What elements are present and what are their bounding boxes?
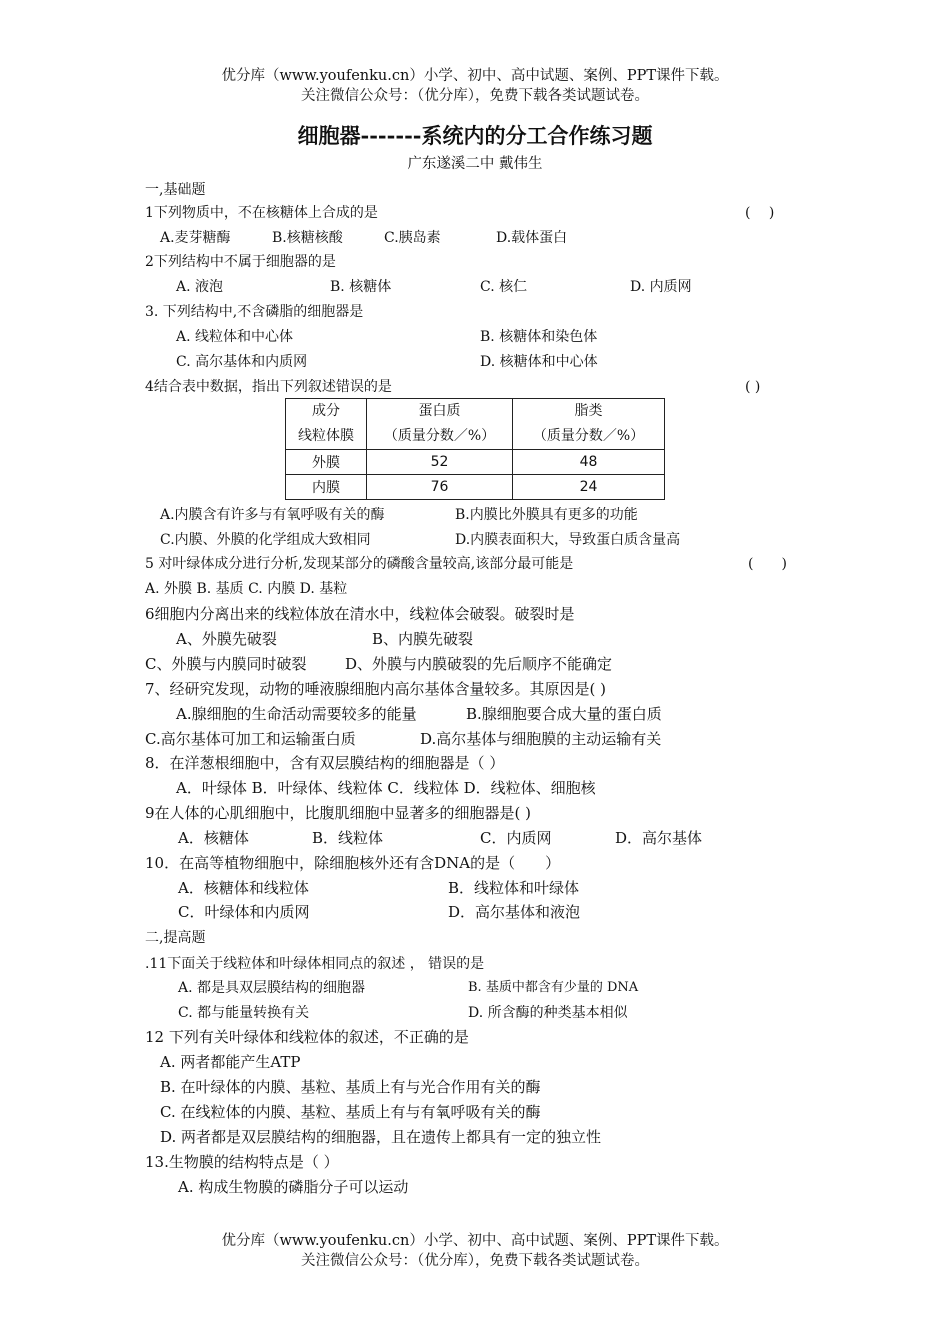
q12-option-a: A. 两者都能产生ATP [160,1053,301,1071]
q1-answer-paren: ( ) [745,205,775,221]
q4-option-c: C.内膜、外膜的化学组成大致相同 [160,532,371,548]
q2-option-c: C. 核仁 [480,279,528,295]
table-header-lipid-unit: （质量分数／%） [532,428,645,444]
q11-option-d: D. 所含酶的种类基本相似 [468,1005,628,1021]
author-line: 广东遂溪二中 戴伟生 [407,156,543,172]
q7-option-d: D.高尔基体与细胞膜的主动运输有关 [420,730,662,748]
site-header-line1: 优分库（www.youfenku.cn）小学、初中、高中试题、案例、PPT课件下载。 [221,68,729,84]
q9-option-a: A．核糖体 [178,829,249,847]
table-cell-lipid: 24 [513,475,665,500]
q10-option-d: D．高尔基体和液泡 [448,903,581,921]
q3-option-c: C. 高尔基体和内质网 [176,354,308,370]
q2-option-d: D. 内质网 [630,279,692,295]
table-header-membrane: 线粒体膜 [298,428,354,444]
q5-answer-paren: ( ) [748,556,787,572]
q4-answer-paren: ( ) [745,379,761,395]
q11-stem: .11下面关于线粒体和叶绿体相同点的叙述 ， 错误的是 [145,956,485,972]
section-basic-heading: 一,基础题 [145,182,206,198]
q3-option-a: A. 线粒体和中心体 [176,329,294,345]
membrane-composition-table [285,398,665,500]
table-cell-name: 外膜 [286,450,367,475]
q6-option-b: B、内膜先破裂 [372,630,474,648]
q2-option-a: A. 液泡 [176,279,224,295]
q11-option-a: A. 都是具双层膜结构的细胞器 [178,980,366,996]
q9-option-b: B．线粒体 [312,829,384,847]
q6-stem: 6细胞内分离出来的线粒体放在清水中，线粒体会破裂。破裂时是 [145,605,575,623]
q10-option-b: B．线粒体和叶绿体 [448,879,580,897]
q7-option-b: B.腺细胞要合成大量的蛋白质 [466,705,662,723]
table-header-protein-unit: （质量分数／%） [383,428,496,444]
q12-option-c: C. 在线粒体的内膜、基粒、基质上有与有氧呼吸有关的酶 [160,1103,541,1121]
table-header-lipid-label: 脂类 [574,403,603,419]
table-header-protein-label: 蛋白质 [418,403,461,419]
section-advanced-heading: 二,提高题 [145,930,206,946]
q13-option-a: A. 构成生物膜的磷脂分子可以运动 [178,1178,409,1196]
q4-stem: 4结合表中数据，指出下列叙述错误的是 [145,379,392,395]
table-cell-protein: 52 [367,450,513,475]
q4-option-b: B.内膜比外膜具有更多的功能 [455,507,638,523]
q3-option-d: D. 核糖体和中心体 [480,354,598,370]
q6-option-a: A、外膜先破裂 [176,630,277,648]
q2-stem: 2下列结构中不属于细胞器的是 [145,254,336,270]
q1-stem: 1下列物质中，不在核糖体上合成的是 [145,205,378,221]
q6-option-d: D、外膜与内膜破裂的先后顺序不能确定 [345,655,613,673]
table-header-component: 成分 [312,403,340,419]
q11-option-c: C. 都与能量转换有关 [178,1005,310,1021]
q10-stem: 10．在高等植物细胞中，除细胞核外还有含DNA的是（ ） [145,854,561,872]
table-cell-name: 内膜 [286,475,367,500]
q8-stem: 8．在洋葱根细胞中，含有双层膜结构的细胞器是（ ） [145,754,505,772]
q7-stem: 7、经研究发现，动物的唾液腺细胞内高尔基体含量较多。其原因是( ) [145,680,607,698]
table-header-left [286,399,367,450]
table-header-row [286,399,665,450]
q3-option-b: B. 核糖体和染色体 [480,329,598,345]
q7-option-c: C.高尔基体可加工和运输蛋白质 [145,730,356,748]
q5-options: A. 外膜 B. 基质 C. 内膜 D. 基粒 [145,581,348,597]
q4-option-d: D.内膜表面积大，导致蛋白质含量高 [455,532,681,548]
q10-option-a: A．核糖体和线粒体 [178,879,309,897]
q4-option-a: A.内膜含有许多与有氧呼吸有关的酶 [160,507,385,523]
q9-stem: 9在人体的心肌细胞中，比腹肌细胞中显著多的细胞器是( ) [145,804,532,822]
q12-option-d: D. 两者都是双层膜结构的细胞器，且在遗传上都具有一定的独立性 [160,1128,602,1146]
q7-option-a: A.腺细胞的生命活动需要较多的能量 [176,705,417,723]
q12-option-b: B. 在叶绿体的内膜、基粒、基质上有与光合作用有关的酶 [160,1078,541,1096]
table-cell-lipid: 48 [513,450,665,475]
q1-option-c: C.胰岛素 [384,230,441,246]
q1-option-b: B.核糖核酸 [272,230,343,246]
q1-option-d: D.载体蛋白 [496,230,568,246]
q1-option-a: A.麦芽糖酶 [160,230,231,246]
site-footer-line1: 优分库（www.youfenku.cn）小学、初中、高中试题、案例、PPT课件下载。 [221,1233,729,1249]
table-header-lipid [513,399,665,450]
q6-option-c: C、外膜与内膜同时破裂 [145,655,307,673]
table-header-protein [367,399,513,450]
site-footer-line2: 关注微信公众号：（优分库），免费下载各类试题试卷。 [301,1253,649,1269]
q11-option-b: B. 基质中都含有少量的 DNA [468,980,639,995]
q9-option-c: C．内质网 [480,829,552,847]
table-row [286,475,665,500]
q12-stem: 12 下列有关叶绿体和线粒体的叙述，不正确的是 [145,1028,469,1046]
q13-stem: 13.生物膜的结构特点是（ ） [145,1153,339,1171]
q8-options: A．叶绿体 B．叶绿体、线粒体 C．线粒体 D．线粒体、细胞核 [176,779,596,797]
table-row [286,450,665,475]
q10-option-c: C．叶绿体和内质网 [178,903,310,921]
q5-stem: 5 对叶绿体成分进行分析,发现某部分的磷酸含量较高,该部分最可能是 [145,556,574,572]
q9-option-d: D．高尔基体 [615,829,703,847]
site-header-line2: 关注微信公众号：（优分库），免费下载各类试题试卷。 [301,88,649,104]
q2-option-b: B. 核糖体 [330,279,392,295]
page-title: 细胞器-------系统内的分工合作练习题 [297,123,653,148]
q3-stem: 3. 下列结构中,不含磷脂的细胞器是 [145,304,364,320]
table-cell-protein: 76 [367,475,513,500]
